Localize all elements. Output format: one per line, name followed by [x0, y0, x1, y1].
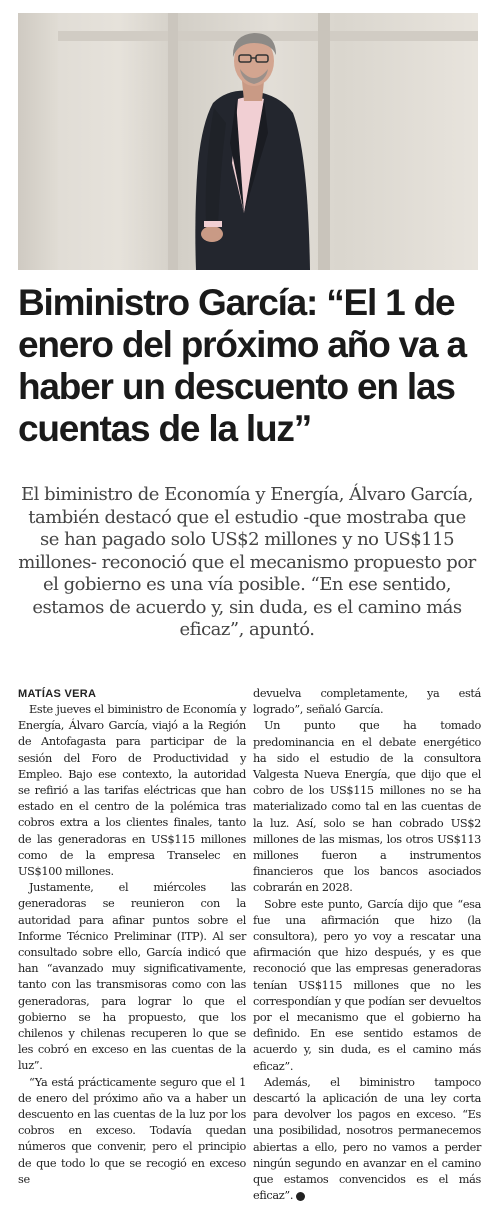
newspaper-logo-icon: P: [296, 1192, 305, 1201]
body-column-left: [18, 702, 246, 1188]
body-paragraph: Un punto que ha tomado predominancia en el debate energético ha sido el estudio de la consultora Valgesta Nueva Energía, que dijo que el cobro de los US$115 millones no se ha materializado como tal en las cuentas de la luz. Así, solo se han cobrado US$2 millones de las mismas, los otros US$113 millones fueron a instrumentos financieros que los bancos asociados cobrarán en 2028.: [253, 719, 481, 895]
man-walking-figure: [18, 13, 478, 270]
body-column-right: [253, 686, 481, 1205]
body-paragraph: “Ya está prácticamente seguro que el 1 de enero del próximo año va a haber un descuento en las cuentas de la luz por los cobros en exceso. Todavía quedan números que convenir, pero el principio de que todo lo que se recogió en exceso se: [18, 1075, 246, 1186]
body-paragraph: Este jueves el biministro de Economía y Energía, Álvaro García, viajó a la Región de Antofagasta para participar de la sesión del Foro de Productividad y Empleo. Bajo ese contexto, la autoridad se refirió a las tarifas eléctricas que han estado en el centro de la polémica tras cobros extra a los clientes finales, tanto de las generadoras en US$115 millones como de la empresa Transelec en US$100 millones.: [18, 703, 246, 879]
headline: Biministro García: “El 1 de enero del próximo año va a haber un descuento en las cuentas de la luz”: [18, 282, 466, 449]
lead-paragraph: El biministro de Economía y Energía, Álvaro García, también destacó que el estudio -que mostraba que se han pagado solo US$2 millones y no US$115 millones- reconoció que el mecanismo propuesto por el gobierno es una vía posible. “En ese sentido, estamos de acuerdo y, sin duda, es el camino más eficaz”, apuntó.: [18, 484, 476, 640]
body-paragraph: Justamente, el miércoles las generadoras se reunieron con la autoridad para afinar puntos sobre el Informe Técnico Preliminar (ITP). Al ser consultado sobre ello, García indicó que han “avanzado muy significativamente, tanto con las transmisoras como con las generadoras, para lograr lo que el gobierno se ha propuesto, que los chilenos y chilenas recuperen lo que se les cobró en exceso en las cuentas de la luz”.: [18, 881, 246, 1073]
byline: MATÍAS VERA: [18, 688, 97, 700]
body-paragraph: Sobre este punto, García dijo que “esa fue una afirmación que hizo (la consultora), pero yo voy a rescatar una afirmación que hizo después, y es que reconoció que las empresas generadoras tenían US$115 millones que no les correspondían y que podían ser devueltos por el mecanismo que el gobierno ha definido. En ese sentido estamos de acuerdo y, sin duda, es el camino más eficaz”.: [253, 897, 481, 1073]
body-paragraph: devuelva completamente, ya está logrado”, señaló García.: [253, 687, 481, 717]
article-photo: [18, 13, 478, 270]
body-paragraph-last: [253, 1075, 481, 1205]
body-paragraph-text: Además, el biministro tampoco descartó la aplicación de una ley corta para devolver los pagos en exceso. “Es una posibilidad, nosotros permanecemos abiertas a ello, pero no vamos a perder ningún segundo en avanzar en el camino que estamos convencidos es el más eficaz”.: [253, 1075, 481, 1203]
